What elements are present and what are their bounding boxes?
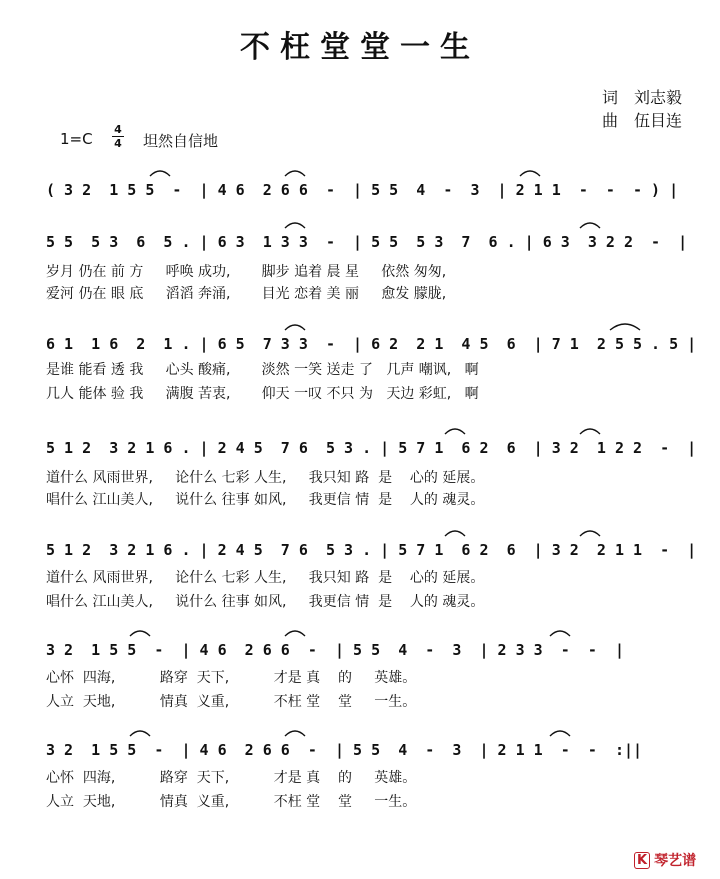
slur <box>520 171 540 176</box>
slur <box>285 171 305 176</box>
slur <box>550 731 570 736</box>
lyric-line-2-verse-2: 爱河 仍在 眼 底 滔滔 奔涌, 目光 恋着 美 丽 愈发 朦胧, <box>46 286 447 302</box>
slur <box>445 429 465 434</box>
slur <box>445 531 465 536</box>
slur <box>150 171 170 176</box>
logo-text: 琴艺谱 <box>654 853 697 869</box>
lyric-line-5-verse-2: 唱什么 江山美人, 说什么 往事 如风, 我更信 情 是 人的 魂灵。 <box>46 594 485 610</box>
slur <box>580 429 600 434</box>
logo-icon: K <box>634 852 650 869</box>
lyric-line-7-verse-1: 心怀 四海, 路穿 天下, 才是 真 的 英雄。 <box>46 770 417 786</box>
lyric-line-3-verse-1: 是谁 能看 透 我 心头 酸痛, 淡然 一笑 送走 了 几声 嘲讽, 啊 <box>46 362 479 378</box>
slur <box>285 631 305 636</box>
slur <box>130 631 150 636</box>
slur <box>130 731 150 736</box>
lyric-line-6-verse-2: 人立 天地, 情真 义重, 不枉 堂 堂 一生。 <box>46 694 417 710</box>
notation-line-2: 5 5 5 3 6 5 . | 6 3 1 3 3 - | 5 5 5 3 7 6 . | 6 3 3 2 2 - | <box>46 233 688 251</box>
slur <box>610 324 640 330</box>
slur <box>580 223 600 228</box>
lyricist-name: 刘志毅 <box>634 88 683 107</box>
notation-line-3: 6 1 1 6 2 1 . | 6 5 7 3 3 - | 6 2 2 1 4 5 6 | 7 1 2 5 5 . 5 | <box>46 335 697 353</box>
key-signature: 1=C <box>60 130 93 148</box>
meter-top: 4 <box>114 123 122 136</box>
lyric-line-2-verse-1: 岁月 仍在 前 方 呼唤 成功, 脚步 追着 晨 星 依然 匆匆, <box>46 264 447 280</box>
site-logo <box>634 850 696 870</box>
slur <box>550 631 570 636</box>
song-title: 不枉堂堂一生 <box>240 30 480 65</box>
lyric-line-4-verse-2: 唱什么 江山美人, 说什么 往事 如风, 我更信 情 是 人的 魂灵。 <box>46 492 485 508</box>
lyricist-role: 词 <box>602 88 619 107</box>
notation-line-1: ( 3 2 1 5 5 - | 4 6 2 6 6 - | 5 5 4 - 3 | 2 1 1 - - - ) | <box>46 181 679 199</box>
composer-name: 伍目连 <box>634 111 683 130</box>
slur <box>285 325 305 330</box>
lyric-line-4-verse-1: 道什么 风雨世界, 论什么 七彩 人生, 我只知 路 是 心的 延展。 <box>46 470 485 486</box>
slur <box>580 531 600 536</box>
lyric-line-3-verse-2: 几人 能体 验 我 满腹 苦衷, 仰天 一叹 不只 为 天边 彩虹, 啊 <box>46 386 479 402</box>
notation-line-5: 5 1 2 3 2 1 6 . | 2 4 5 7 6 5 3 . | 5 7 1 6 2 6 | 3 2 2 1 1 - | <box>46 541 697 559</box>
lyric-line-6-verse-1: 心怀 四海, 路穿 天下, 才是 真 的 英雄。 <box>46 670 417 686</box>
notation-line-4: 5 1 2 3 2 1 6 . | 2 4 5 7 6 5 3 . | 5 7 1 6 2 6 | 3 2 1 2 2 - | <box>46 439 697 457</box>
notation-line-7: 3 2 1 5 5 - | 4 6 2 6 6 - | 5 5 4 - 3 | 2 1 1 - - :|| <box>46 741 643 759</box>
lyric-line-7-verse-2: 人立 天地, 情真 义重, 不枉 堂 堂 一生。 <box>46 794 417 810</box>
slur <box>285 731 305 736</box>
meter-bottom: 4 <box>114 137 122 150</box>
lyric-line-5-verse-1: 道什么 风雨世界, 论什么 七彩 人生, 我只知 路 是 心的 延展。 <box>46 570 485 586</box>
tempo-marking: 坦然自信地 <box>143 132 219 150</box>
composer-role: 曲 <box>602 111 619 130</box>
notation-line-6: 3 2 1 5 5 - | 4 6 2 6 6 - | 5 5 4 - 3 | 2 3 3 - - | <box>46 641 624 659</box>
slur <box>285 223 305 228</box>
